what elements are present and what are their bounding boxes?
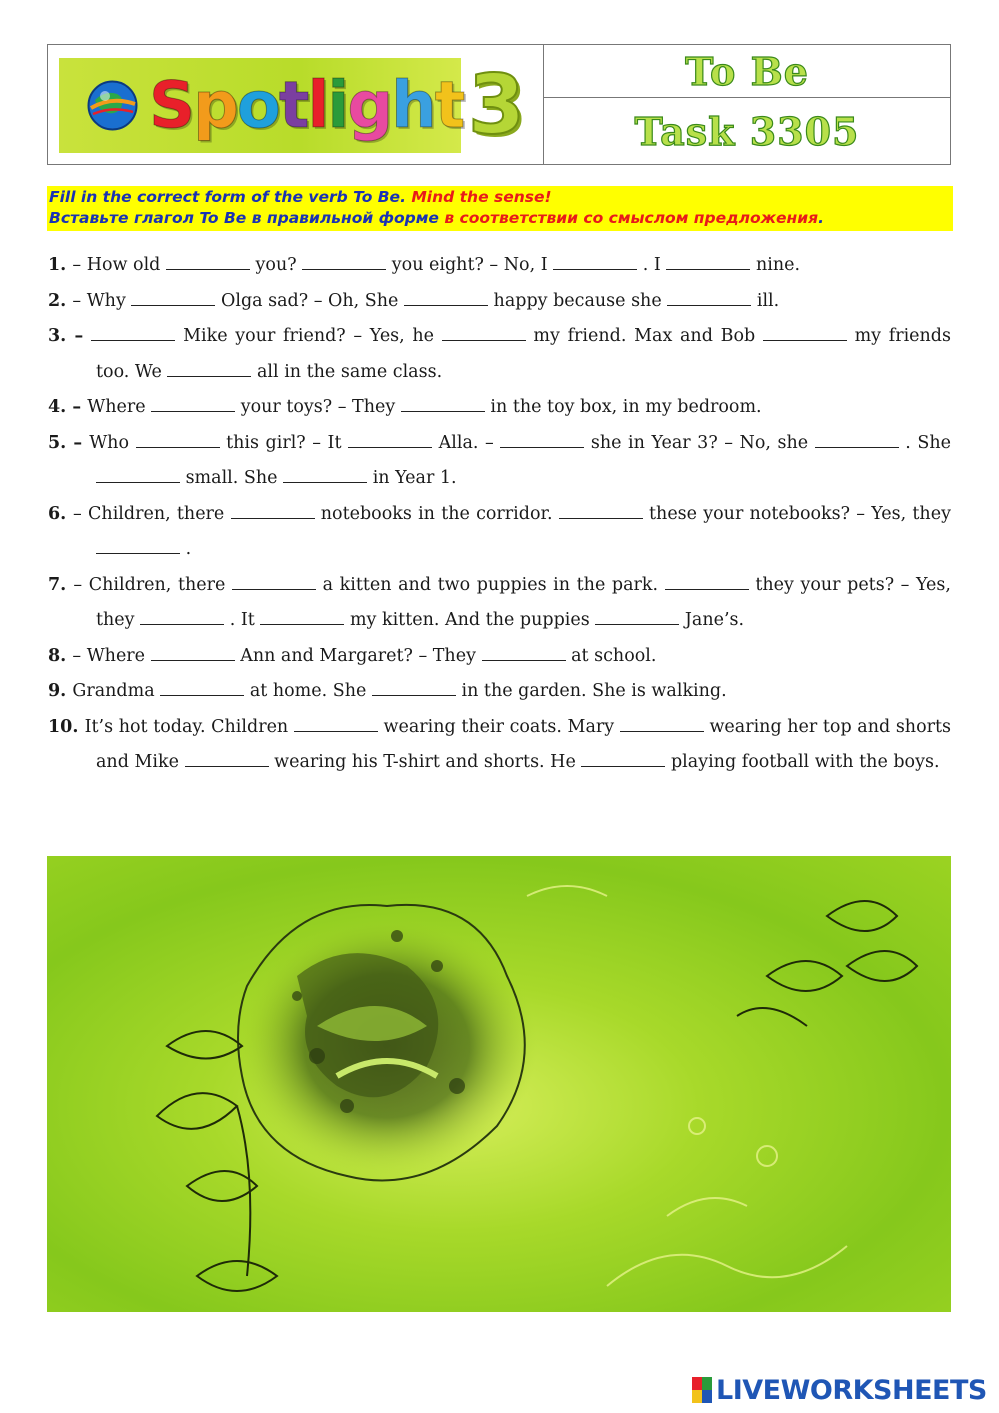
answer-blank[interactable]: [500, 431, 584, 448]
exercise-text: Mike your friend? – Yes, he: [183, 326, 435, 346]
task-number: Task 3305: [634, 108, 860, 154]
exercise-text: . It: [229, 610, 255, 630]
exercise-item: [48, 568, 951, 639]
exercise-item: [48, 497, 951, 568]
exercise-text: – How old: [72, 255, 161, 275]
answer-blank[interactable]: [151, 395, 235, 412]
exercise-text: Ann and Margaret? – They: [240, 645, 476, 666]
exercise-text: you?: [255, 255, 297, 275]
exercise-text: ill.: [756, 290, 780, 311]
badge-square: [692, 1390, 702, 1403]
exercise-item: [48, 390, 951, 426]
answer-blank[interactable]: [91, 324, 175, 341]
exercise-text: .: [185, 539, 192, 559]
logo-letter: t: [278, 68, 308, 143]
exercise-text: in the garden. She is walking.: [461, 681, 727, 701]
exercise-text: all in the same class.: [257, 361, 443, 382]
logo-cell: [48, 45, 544, 164]
exercise-text: in Year 1.: [372, 468, 457, 488]
exercise-number: 1.: [48, 255, 73, 275]
exercise-text: . She: [905, 432, 951, 453]
badge-square: [702, 1377, 712, 1390]
answer-blank[interactable]: [581, 750, 665, 767]
answer-blank[interactable]: [595, 608, 679, 625]
answer-blank[interactable]: [136, 431, 220, 448]
instruction-ru: [49, 208, 951, 229]
exercise-text: Jane’s.: [684, 610, 745, 630]
flower-icon: [47, 856, 951, 1312]
instruction-en-note: Mind the sense!: [411, 188, 552, 206]
answer-blank[interactable]: [401, 395, 485, 412]
liveworksheets-badge-icon: [692, 1377, 712, 1403]
logo-letter: h: [391, 68, 435, 143]
answer-blank[interactable]: [372, 679, 456, 696]
exercise-number: 10.: [48, 716, 85, 737]
exercise-text: Where: [87, 397, 146, 417]
answer-blank[interactable]: [553, 253, 637, 270]
instructions: [47, 186, 953, 231]
badge-square: [692, 1377, 702, 1390]
exercise-text: a kitten and two puppies in the park.: [322, 574, 659, 595]
exercise-number: 5. –: [48, 432, 90, 453]
exercise-text: in the toy box, in my bedroom.: [490, 397, 762, 417]
spotlight-logo: [59, 58, 464, 153]
exercise-text: playing football with the boys.: [670, 752, 940, 772]
exercise-text: you eight? – No, I: [391, 255, 548, 275]
logo-number: 3: [468, 58, 526, 153]
exercise-text: at school.: [571, 645, 657, 666]
liveworksheets-logo: [692, 1374, 987, 1406]
logo-letter: p: [193, 68, 237, 143]
exercise-text: It’s hot today. Children: [84, 716, 289, 737]
exercise-item: [48, 639, 951, 675]
exercise-item: [48, 426, 951, 497]
answer-blank[interactable]: [167, 360, 251, 377]
flower-illustration: [47, 856, 951, 1312]
exercise-item: [48, 710, 951, 781]
answer-blank[interactable]: [404, 289, 488, 306]
answer-blank[interactable]: [667, 289, 751, 306]
exercise-text: small. She: [185, 468, 278, 488]
answer-blank[interactable]: [232, 573, 316, 590]
answer-blank[interactable]: [260, 608, 344, 625]
exercise-text: . I: [642, 255, 661, 275]
answer-blank[interactable]: [815, 431, 899, 448]
answer-blank[interactable]: [559, 502, 643, 519]
exercise-number: 8.: [48, 645, 73, 666]
exercise-text: they your pets? – Yes, they: [96, 574, 951, 630]
exercise-text: – Children, there: [73, 503, 225, 524]
exercise-number: 7.: [48, 574, 74, 595]
answer-blank[interactable]: [302, 253, 386, 270]
exercise-item: [48, 319, 951, 390]
exercise-text: Alla. –: [438, 432, 494, 453]
instruction-ru-note: в соответствии со смыслом предложения: [444, 209, 819, 227]
answer-blank[interactable]: [283, 466, 367, 483]
exercise-text: wearing her top and shorts and Mike: [96, 716, 951, 772]
answer-blank[interactable]: [442, 324, 526, 341]
logo-letter: S: [149, 68, 194, 143]
exercise-text: Who: [89, 432, 129, 453]
exercise-list: [48, 248, 951, 781]
answer-blank[interactable]: [348, 431, 432, 448]
exercise-text: my kitten. And the puppies: [349, 610, 590, 630]
logo-letter: l: [307, 68, 328, 143]
exercise-text: Grandma: [72, 681, 155, 701]
answer-blank[interactable]: [294, 715, 378, 732]
answer-blank[interactable]: [166, 253, 250, 270]
title-cell: [544, 45, 950, 164]
exercise-text: – Why: [72, 290, 126, 311]
instruction-ru-main: Вставьте глагол To Be в правильной форме: [49, 209, 439, 227]
header-table: [47, 44, 951, 165]
answer-blank[interactable]: [185, 750, 269, 767]
globe-icon: [85, 78, 140, 133]
logo-letter: t: [434, 68, 464, 143]
page-title: To Be: [544, 45, 950, 98]
instruction-ru-end: .: [818, 209, 824, 227]
answer-blank[interactable]: [96, 466, 180, 483]
exercise-number: 9.: [48, 681, 73, 701]
answer-blank[interactable]: [231, 502, 315, 519]
exercise-text: these your notebooks? – Yes, they: [649, 503, 951, 524]
badge-square: [702, 1390, 712, 1403]
instruction-en: [49, 187, 951, 208]
exercise-item: [48, 284, 951, 320]
exercise-text: notebooks in the corridor.: [320, 503, 553, 524]
instruction-en-main: Fill in the correct form of the verb To Be.: [49, 188, 406, 206]
exercise-text: my friends too. We: [96, 326, 951, 382]
exercise-number: 4. –: [48, 397, 88, 417]
exercise-item: [48, 248, 951, 284]
answer-blank[interactable]: [131, 289, 215, 306]
answer-blank[interactable]: [620, 715, 704, 732]
logo-word: [149, 58, 463, 153]
exercise-item: [48, 674, 951, 710]
exercise-text: nine.: [755, 255, 801, 275]
exercise-text: your toys? – They: [240, 397, 396, 417]
exercise-text: wearing his T-shirt and shorts. He: [274, 752, 576, 772]
exercise-number: 6.: [48, 503, 74, 524]
exercise-text: – Where: [72, 645, 146, 666]
logo-letter: i: [327, 68, 348, 143]
exercise-text: this girl? – It: [226, 432, 342, 453]
exercise-text: wearing their coats. Mary: [383, 716, 615, 737]
exercise-number: 2.: [48, 290, 73, 311]
answer-blank[interactable]: [160, 679, 244, 696]
exercise-text: at home. She: [249, 681, 367, 701]
liveworksheets-brand: LIVEWORKSHEETS: [716, 1374, 987, 1406]
answer-blank[interactable]: [763, 324, 847, 341]
answer-blank[interactable]: [140, 608, 224, 625]
answer-blank[interactable]: [666, 253, 750, 270]
exercise-text: – Children, there: [73, 574, 226, 595]
logo-letter: g: [347, 68, 392, 143]
exercise-text: my friend. Max and Bob: [533, 326, 756, 346]
logo-letter: o: [236, 68, 279, 143]
exercise-text: happy because she: [493, 290, 662, 311]
answer-blank[interactable]: [482, 644, 566, 661]
answer-blank[interactable]: [665, 573, 749, 590]
answer-blank[interactable]: [151, 644, 235, 661]
answer-blank[interactable]: [96, 537, 180, 554]
exercise-number: 3. –: [48, 326, 92, 346]
exercise-text: she in Year 3? – No, she: [590, 432, 809, 453]
exercise-text: Olga sad? – Oh, She: [221, 290, 399, 311]
